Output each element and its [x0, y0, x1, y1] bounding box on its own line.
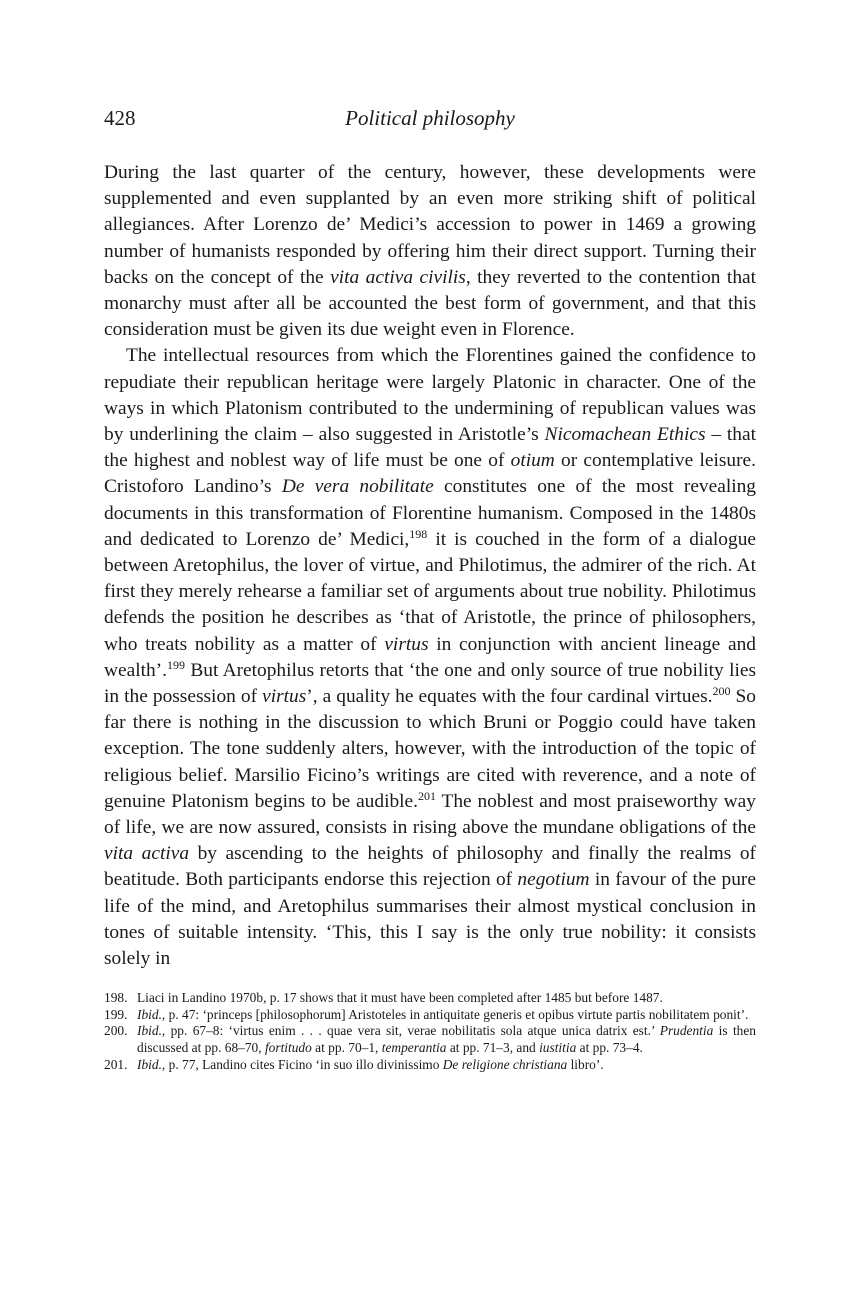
page-number: 428: [104, 106, 136, 130]
text-run: is then discussed at pp. 68–70,: [137, 1023, 756, 1056]
footnotes: [104, 990, 756, 1073]
italic-text: virtus: [262, 686, 307, 708]
italic-text: Ibid.: [137, 1006, 162, 1022]
text-run: , pp. 67–8: ‘virtus enim . . . quae vera sit, verae nobilitatis sola atque unica datrix est.’: [161, 1023, 660, 1039]
italic-text: vita activa civilis: [330, 266, 466, 288]
book-page: [104, 100, 756, 1073]
text-run: , p. 47: ‘princeps [philosophorum] Aristoteles in antiquitate generis et opibus virtute partis nobilitatem ponit’.: [161, 1006, 749, 1022]
footnote-text: [137, 1057, 756, 1074]
footnote-reference: 199: [167, 657, 185, 672]
footnote: [104, 990, 756, 1007]
italic-text: Nicomachean Ethics: [544, 424, 706, 446]
text-run: in conjunction with ancient lineage and wealth’.: [104, 633, 756, 681]
text-run: During the last quarter of the century, however, these developments were supplemented and even supplanted by an even more striking shift of political allegiances. After Lorenzo de’ Medici’s accession to power in 1469 a growing number of humanists responded by offering him their direct support. Turning their backs on the concept of the: [104, 162, 756, 288]
text-run: it is couched in the form of a dialogue between Aretophilus, the lover of virtue, and Philotimus, the admirer of the rich. At first they merely rehearse a familiar set of arguments about true nobility. Philotimus defends the position he describes as ‘that of Aristotle, the prince of philosophers, who treats nobility as a matter of: [104, 528, 757, 655]
footnote-reference: 198: [409, 526, 428, 541]
text-run: libro’.: [567, 1056, 604, 1072]
italic-text: fortitudo: [264, 1040, 312, 1056]
text-run: The noblest and most praiseworthy way of life, we are now assured, consists in rising above the mundane obligations of the: [104, 790, 756, 839]
footnote: [104, 1007, 756, 1024]
text-run: at pp. 71–3, and: [446, 1040, 540, 1056]
text-run: at pp. 70–1,: [311, 1040, 382, 1056]
footnote: [104, 1057, 756, 1074]
text-run: in favour of the pure life of the mind, and Aretophilus summarises their almost mystical conclusion in tones of suitable intensity. ‘This, this I say is the only true nobility: it consists solely in: [104, 869, 756, 970]
text-run: So far there is nothing in the discussion to which Bruni or Poggio could have taken exception. The tone suddenly alters, however, with the introduction of the topic of religious belief. Marsilio Ficino’s writings are cited with reverence, and a note of genuine Platonism begins to be audible.: [104, 686, 756, 812]
italic-text: vita activa: [104, 843, 190, 865]
text-run: , they reverted to the contention that monarchy must after all be accounted the best form of government, and that this consideration must be given its due weight even in Florence.: [104, 266, 757, 341]
footnote-text: [137, 1023, 756, 1056]
text-run: constitutes one of the most revealing documents in this transformation of Florentine humanism. Composed in the 1480s and dedicated to Lorenzo de’ Medici,: [104, 476, 756, 550]
italic-text: De vera nobilitate: [281, 476, 434, 498]
text-run: But Aretophilus retorts that ‘the one and only source of true nobility lies in the possession of: [104, 659, 756, 708]
paragraph: [104, 160, 756, 343]
italic-text: otium: [510, 450, 555, 472]
text-run: or contemplative leisure. Cristoforo Landino’s: [104, 450, 756, 498]
running-head: Political philosophy: [345, 106, 515, 130]
italic-text: iustitia: [539, 1040, 577, 1056]
italic-text: negotium: [517, 869, 590, 891]
text-run: , p. 77, Landino cites Ficino ‘in suo illo divinissimo: [161, 1056, 443, 1072]
footnote-text: [137, 990, 756, 1007]
italic-text: temperantia: [381, 1040, 447, 1056]
footnote-reference: 200: [712, 684, 731, 699]
text-run: Liaci in Landino 1970b, p. 17 shows that it must have been completed after 1485 but before 1487.: [137, 990, 663, 1006]
footnote-number: 200.: [104, 1023, 128, 1039]
text-run: by ascending to the heights of philosophy and finally the realms of beatitude. Both participants endorse this rejection of: [104, 843, 756, 891]
paragraph: [104, 343, 756, 972]
footnote: [104, 1023, 756, 1056]
text-run: ’, a quality he equates with the four cardinal virtues.: [306, 686, 713, 708]
text-run: The intellectual resources from which the Florentines gained the confidence to repudiate their republican heritage were largely Platonic in character. One of the ways in which Platonism contributed to the undermining of republican values was by underlining the claim – also suggested in Aristotle’s: [104, 345, 756, 446]
text-run: at pp. 73–4.: [576, 1040, 643, 1056]
text-run: – that the highest and noblest way of life must be one of: [104, 424, 757, 472]
italic-text: Ibid.: [137, 1023, 162, 1039]
italic-text: virtus: [384, 633, 429, 655]
italic-text: Prudentia: [659, 1023, 714, 1039]
footnote-number: 198.: [104, 990, 128, 1006]
body-text: [104, 160, 756, 972]
footnote-number: 199.: [104, 1006, 128, 1022]
italic-text: Ibid.: [137, 1056, 162, 1072]
footnote-number: 201.: [104, 1056, 128, 1072]
footnote-text: [137, 1007, 756, 1024]
footnote-reference: 201: [418, 788, 436, 803]
italic-text: De religione christiana: [442, 1056, 568, 1072]
page-header: [104, 100, 756, 136]
